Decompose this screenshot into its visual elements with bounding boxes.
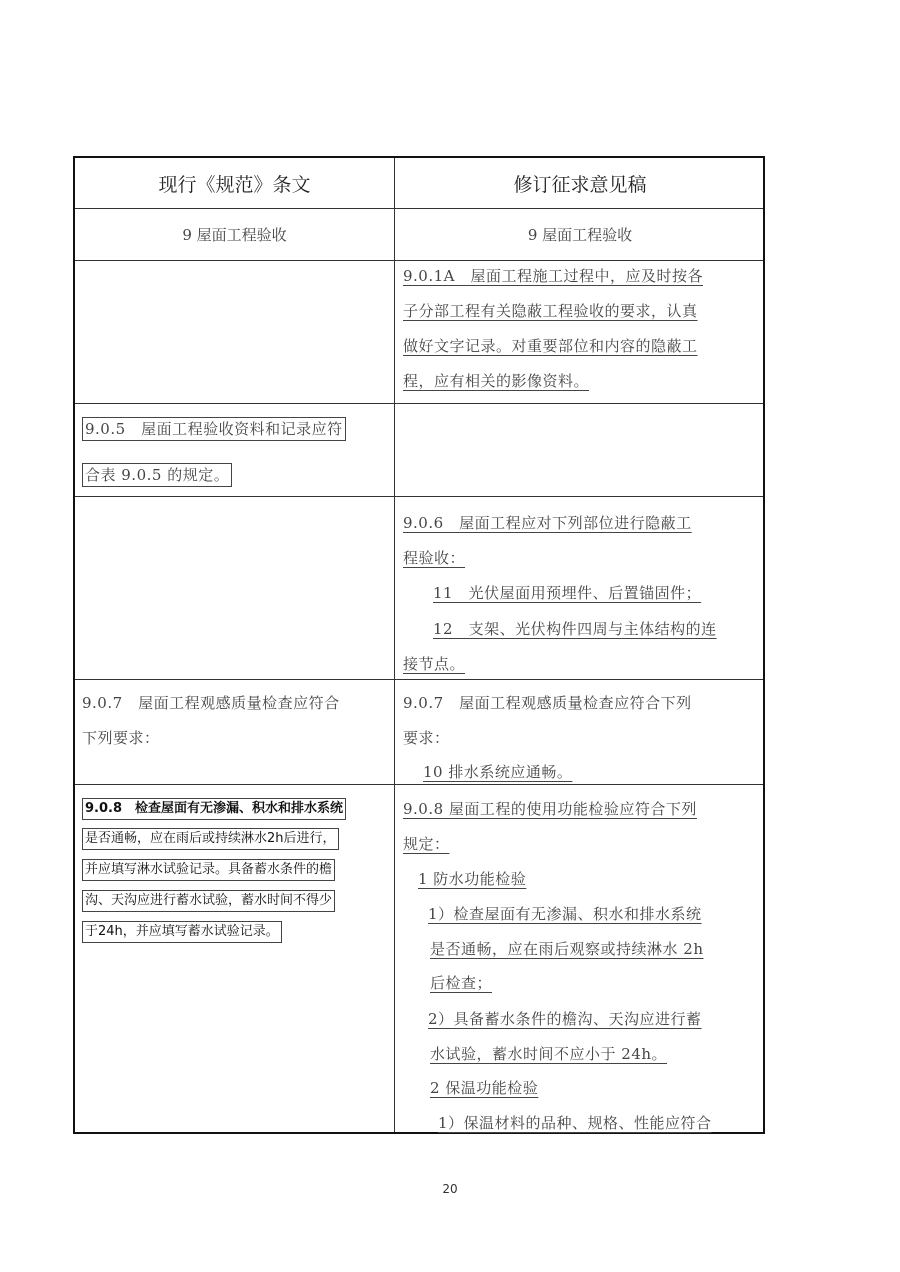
section-title-text: 9 屋面工程验收	[182, 226, 287, 244]
row-divider	[75, 679, 763, 680]
clause-906-line: 9.0.6 屋面工程应对下列部位进行隐蔽工	[403, 514, 692, 532]
clause-908-current-line: 沟、天沟应进行蓄水试验，蓄水时间不得少	[82, 890, 335, 912]
clause-908-revision-line: 1）保温材料的品种、规格、性能应符合	[438, 1114, 712, 1132]
clause-906-line: 程验收：	[403, 549, 466, 567]
section-title-revision	[395, 209, 765, 260]
clause-908-current-line: 是否通畅，应在雨后或持续淋水2h后进行，	[82, 828, 339, 850]
clause-906-line: 接节点。	[403, 655, 466, 673]
row-divider	[75, 260, 763, 261]
comparison-table	[73, 156, 765, 1134]
clause-908-revision-line: 1）检查屋面有无渗漏、积水和排水系统	[428, 905, 702, 923]
clause-907-current-line: 下列要求：	[82, 729, 160, 747]
clause-908-revision-line: 后检查；	[430, 974, 493, 992]
clause-908-revision-line: 1 防水功能检验	[418, 870, 527, 888]
clause-908-revision-line: 9.0.8 屋面工程的使用功能检验应符合下列	[403, 800, 697, 818]
section-title-current	[75, 209, 394, 260]
clause-908-current-line	[82, 798, 346, 820]
clause-907-revision-line: 10 排水系统应通畅。	[423, 763, 573, 781]
row-divider	[75, 403, 763, 404]
row-divider	[75, 784, 763, 785]
clause-907-current-line: 9.0.7 屋面工程观感质量检查应符合	[82, 694, 340, 712]
row-divider	[75, 496, 763, 497]
header-revision-draft	[395, 158, 765, 208]
page-number: 20	[442, 1182, 458, 1196]
clause-908-current-text: 9.0.8 检查屋面有无渗漏、积水和排水系统	[85, 801, 344, 816]
clause-901A-line: 子分部工程有关隐蔽工程验收的要求，认真	[403, 302, 698, 320]
header-current-label: 现行《规范》条文	[158, 173, 311, 196]
clause-908-revision-line: 2 保温功能检验	[430, 1079, 539, 1097]
clause-901A-line: 做好文字记录。对重要部位和内容的隐蔽工	[403, 337, 698, 355]
clause-905-line: 9.0.5 屋面工程验收资料和记录应符	[82, 417, 346, 441]
header-revision-label: 修订征求意见稿	[513, 173, 647, 196]
clause-905-line: 合表 9.0.5 的规定。	[82, 463, 232, 487]
clause-908-current-line: 并应填写淋水试验记录。具备蓄水条件的檐	[82, 859, 335, 881]
clause-907-revision-line: 要求：	[403, 729, 450, 747]
clause-906-line: 12 支架、光伏构件四周与主体结构的连	[433, 620, 717, 638]
clause-908-revision-line: 2）具备蓄水条件的檐沟、天沟应进行蓄	[428, 1010, 702, 1028]
clause-907-revision-line: 9.0.7 屋面工程观感质量检查应符合下列	[403, 694, 692, 712]
section-title-text: 9 屋面工程验收	[527, 226, 633, 244]
clause-908-revision-line: 水试验，蓄水时间不应小于 24h。	[430, 1045, 668, 1063]
column-divider	[394, 158, 395, 1132]
header-current-code	[75, 158, 394, 208]
clause-908-revision-line: 是否通畅，应在雨后观察或持续淋水 2h	[430, 940, 704, 958]
clause-908-current-line: 于24h，并应填写蓄水试验记录。	[82, 921, 282, 943]
clause-901A-line: 程，应有相关的影像资料。	[403, 372, 590, 390]
clause-906-line: 11 光伏屋面用预埋件、后置锚固件；	[433, 584, 702, 602]
clause-908-revision-line: 规定：	[403, 835, 450, 853]
clause-901A-line: 9.0.1A 屋面工程施工过程中，应及时按各	[403, 267, 704, 285]
